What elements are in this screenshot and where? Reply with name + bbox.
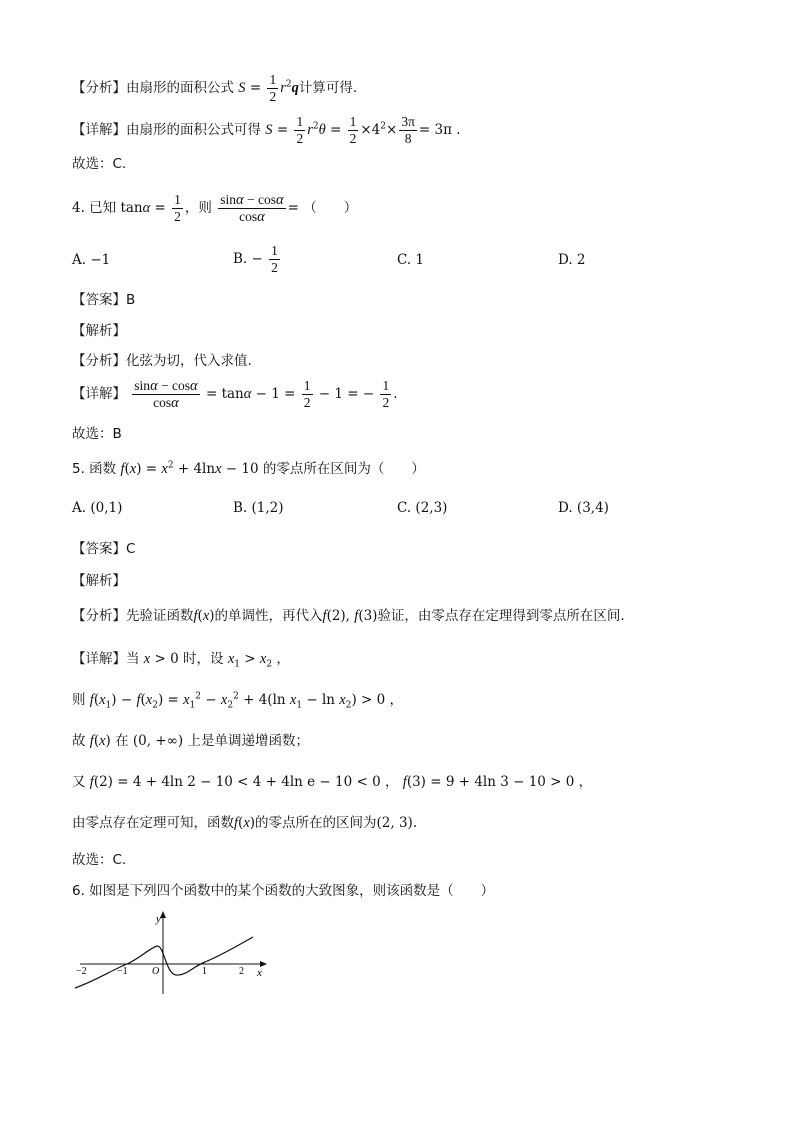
function-curve [75,937,253,988]
q3-fenxi-post: 计算可得. [298,80,358,96]
fraction-half: $\frac{1}{2}$ [269,72,277,104]
q5-step-4: 又 f(2) = 4 + 4ln 2 − 10 < 4 + 4ln e − 10 < 0 ， f(3) = 9 + 4ln 3 − 10 > 0 ， [72,774,593,790]
q4-fenxi: 【分析】化弦为切，代入求值. [72,353,252,369]
q4-option-b: B. − $\frac{1}{2}$ [233,243,278,275]
q5-option-d: D. (3,4) [558,500,609,516]
q6-stem: 6. 如图是下列四个函数中的某个函数的大致图象，则该函数是（ ） [72,883,495,899]
q6-function-graph [72,908,272,996]
q3-answer: 故选：C. [72,156,127,172]
q5-choose: 故选：C. [72,852,127,868]
q3-fenxi-pre: 由扇形的面积公式 [126,80,234,96]
tick-neg2: −2 [76,966,87,977]
q4-answer: 【答案】B [72,292,136,308]
fenxi-tag: 【分析】 [72,80,126,96]
q4-option-a: A. −1 [72,252,111,268]
tick-2: 2 [239,966,244,977]
q4-xiangjie: 【详解】 $\frac{\sin\alpha - \cos\alpha}{\cos\alpha}$ = tanα − 1 = $\frac{1}{2}$ − 1 = − $\frac{1}{2}$ . [72,378,398,411]
q5-step-5: 由零点存在定理可知，函数f(x)的零点所在的区间为(2, 3). [72,815,418,831]
q3-fenxi-line: 【分析】由扇形的面积公式 S = $\frac{1}{2}$ $r^2q$计算可得. [72,72,358,104]
q5-step-2: 则 $f(x_1) - f(x_2) = x_1^2 - x_2^2 + 4(\ln$ $x_1 - \ln x_2) > 0$ ， [72,691,403,711]
tick-neg1: −1 [117,966,128,977]
tick-1: 1 [202,966,207,977]
origin-label: O [152,966,160,977]
q5-option-a: A. (0,1) [72,500,123,516]
q5-option-c: C. (2,3) [397,500,448,516]
q5-jiexi: 【解析】 [72,573,126,589]
xiangjie-tag: 【详解】 [72,122,126,138]
q4-stem: 4. 已知 tanα = $\frac{1}{2}$ ，则 $\frac{\sin\alpha - \cos\alpha}{\cos\alpha}$ = （ ） [72,192,358,225]
q4-option-c: C. 1 [397,252,425,268]
q3-xiangjie-line: 【详解】由扇形的面积公式可得 S = $\frac{1}{2}$ $r^2\theta$ = $\frac{1}{2}$ $\times 4^2\times$ $\frac{3\pi}{8}$ = 3π . [72,114,461,146]
q3-xiangjie-pre: 由扇形的面积公式可得 [126,122,261,138]
y-label: y [156,913,161,925]
y-axis-arrow [160,911,166,918]
q4-choose: 故选：B [72,426,122,442]
q5-answer: 【答案】C [72,541,136,557]
q5-fenxi: 【分析】先验证函数f(x)的单调性，再代入f(2), f(3)验证，由零点存在定理得到零点所在区间. [72,608,625,624]
q4-jiexi: 【解析】 [72,323,126,339]
q4-option-d: D. 2 [558,252,586,268]
x-label: x [257,967,262,979]
q5-option-b: B. (1,2) [233,500,284,516]
q5-step-3: 故 f(x) 在 (0, +∞) 上是单调递增函数； [72,733,309,749]
q5-stem: 5. 函数 $f(x) = x^2 + 4\ln x - 10$ 的零点所在区间为（ ） [72,460,425,477]
q5-step-1: 【详解】当 x > 0 时，设 $x_1 > x_2$ ， [72,651,290,670]
